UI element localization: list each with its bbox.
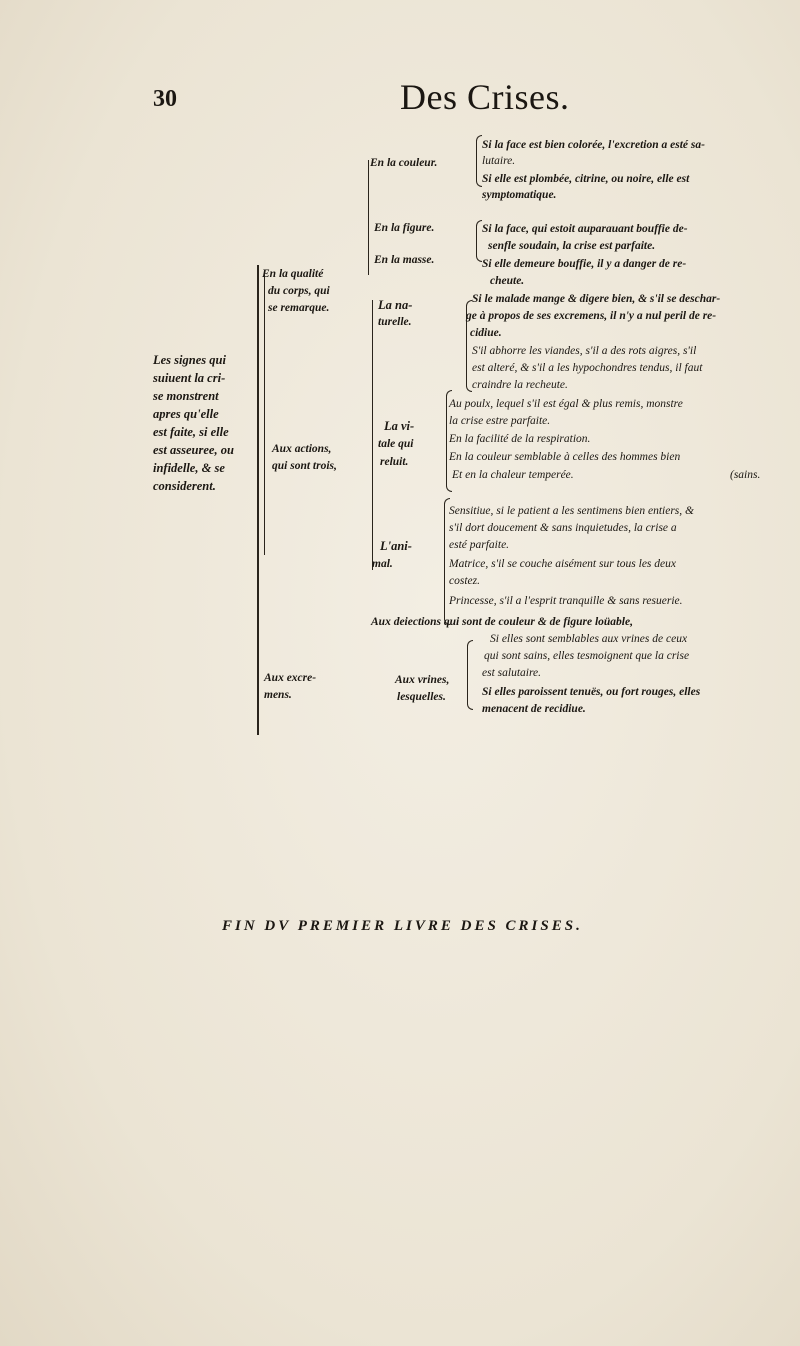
col2-couleur: En la couleur. xyxy=(370,157,438,169)
col2-vitale: reluit. xyxy=(380,456,409,468)
col1-label: En la qualité xyxy=(262,268,324,280)
text-line: qui sont sains, elles tesmoignent que la crise xyxy=(484,650,690,662)
brace-excrements xyxy=(467,640,473,710)
page-number: 30 xyxy=(153,86,177,112)
bracket-actions xyxy=(372,300,373,570)
text-line: S'il abhorre les viandes, s'il a des rots aigres, s'il xyxy=(472,345,697,357)
text-line: symptomatique. xyxy=(482,189,557,201)
entry-animal-3: Princesse, s'il a l'esprit tranquille & sans resuerie. xyxy=(449,595,683,607)
col1-label: Aux excre- xyxy=(264,672,317,684)
margin-line: considerent. xyxy=(153,479,216,493)
fin-premier-livre: FIN DV PREMIER LIVRE DES CRISES. xyxy=(222,918,583,934)
col2-figure: En la figure. xyxy=(374,222,435,234)
text-line: Sensitiue, si le patient a les sentimens bien entiers, & xyxy=(449,505,694,517)
margin-line: suiuent la cri- xyxy=(153,371,226,385)
margin-line: Les signes qui xyxy=(153,353,226,367)
col1-label: du corps, qui xyxy=(268,285,330,297)
text-line: lutaire. xyxy=(482,155,516,167)
margin-line: est faite, si elle xyxy=(153,425,229,439)
text-line: En la couleur semblable à celles des hommes bien xyxy=(449,451,681,463)
text-line: est alteré, & s'il a les hypochondres tendus, il faut xyxy=(472,362,703,374)
col2-naturelle: turelle. xyxy=(378,316,412,328)
col1-label: Aux actions, xyxy=(272,443,332,455)
col1-label: se remarque. xyxy=(268,302,330,314)
text-line: Matrice, s'il se couche aisément sur tous les deux xyxy=(449,558,676,570)
text-line: s'il dort doucement & sans inquietudes, la crise a xyxy=(449,522,677,534)
text-line: menacent de recidiue. xyxy=(482,703,586,715)
margin-line: infidelle, & se xyxy=(153,461,225,475)
margin-line: apres qu'elle xyxy=(153,407,219,421)
text-line: ge à propos de ses excremens, il n'y a nul peril de re- xyxy=(466,310,717,322)
col1-label: qui sont trois, xyxy=(272,460,337,472)
text-line: Et en la chaleur temperée. xyxy=(452,469,574,481)
text-line: est salutaire. xyxy=(482,667,541,679)
text-line: Si elles paroissent tenuës, ou fort rouges, elles xyxy=(482,686,701,698)
col2-animal: mal. xyxy=(372,558,393,570)
text-line: (sains. xyxy=(730,469,761,481)
running-title: Des Crises. xyxy=(400,77,570,117)
col2-vitale: tale qui xyxy=(378,438,414,450)
text-line: Si la face, qui estoit auparauant bouffie de- xyxy=(482,223,688,235)
text-line: cidiue. xyxy=(470,327,502,339)
text-line: craindre la recheute. xyxy=(472,379,568,391)
col2-urines: lesquelles. xyxy=(397,691,446,703)
main-bracket xyxy=(257,265,259,735)
col2-urines: Aux vrines, xyxy=(395,674,450,686)
text-line: esté parfaite. xyxy=(449,539,510,551)
entry-dejections: Aux deiections qui sont de couleur & de figure loüable, xyxy=(371,616,633,628)
text-line: Au poulx, lequel s'il est égal & plus remis, monstre xyxy=(449,398,683,410)
text-line: Si elle est plombée, citrine, ou noire, elle est xyxy=(482,173,690,185)
text-line: Si elle demeure bouffie, il y a danger de re- xyxy=(482,258,687,270)
text-line: Si elles sont semblables aux vrines de ceux xyxy=(490,633,688,645)
margin-line: est asseuree, ou xyxy=(153,443,234,457)
main-bracket-inner xyxy=(264,275,265,555)
text-line: la crise estre parfaite. xyxy=(449,415,551,427)
col2-vitale: La vi- xyxy=(384,419,415,433)
text-line: Si le malade mange & digere bien, & s'il se deschar- xyxy=(472,293,721,305)
margin-line: se monstrent xyxy=(153,389,219,403)
col2-masse: En la masse. xyxy=(374,254,435,266)
col1-label: mens. xyxy=(264,689,292,701)
text-line: costez. xyxy=(449,575,480,587)
col2-animal: L'ani- xyxy=(380,539,412,553)
text-line: Si la face est bien colorée, l'excretion a esté sa- xyxy=(482,139,705,151)
bracket-qualite xyxy=(368,160,369,275)
text-line: senfle soudain, la crise est parfaite. xyxy=(488,240,656,252)
entry-vitale-2: En la facilité de la respiration. xyxy=(449,433,591,445)
col2-naturelle: La na- xyxy=(378,298,413,312)
text-line: cheute. xyxy=(490,275,525,287)
